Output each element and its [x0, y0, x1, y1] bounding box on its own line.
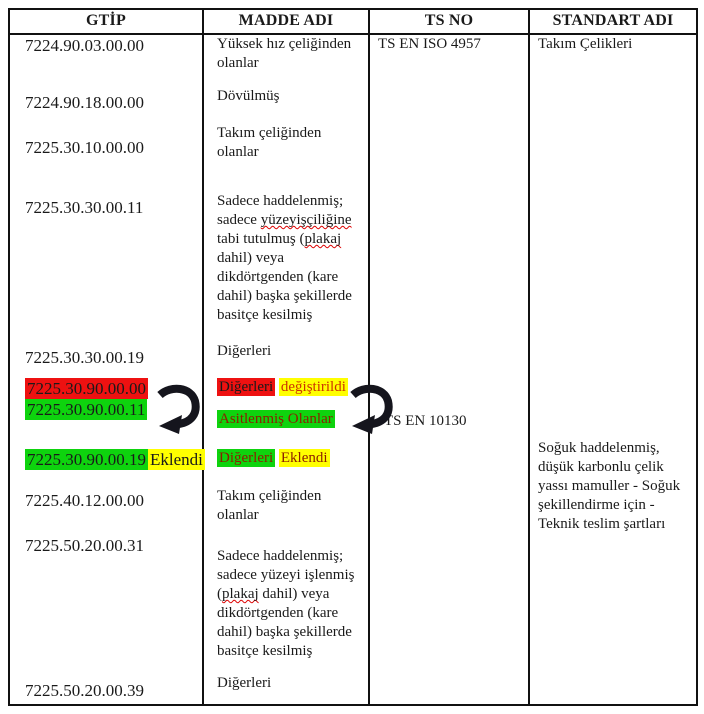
green-highlight: Diğerleri: [219, 450, 274, 466]
misspelled-word: plakaj: [304, 231, 342, 247]
red-highlight: 7225.30.90.00.00: [27, 379, 146, 398]
header-standart-adi: STANDART ADI: [552, 12, 674, 29]
madde-text-added: [217, 449, 363, 468]
misspelled-word: yüzeyişçiliğine: [260, 212, 352, 228]
madde-text: Yüksek hız çeliğinden olanlar: [217, 36, 352, 71]
madde-text-part: Sadece haddelenmiş; sadece yüzeyi işlenmiş (: [217, 548, 355, 602]
madde-text: Takım çeliğinden olanlar: [217, 488, 322, 523]
curved-arrow-down-left-icon: [349, 384, 393, 434]
yellow-note-highlight: Eklendi: [150, 450, 203, 469]
madde-text: Diğerleri: [217, 675, 272, 691]
standards-table: [8, 8, 698, 706]
green-highlight: Asitlenmiş Olanlar: [219, 411, 333, 427]
gtip-code: 7224.90.18.00.00: [25, 93, 144, 112]
madde-text: [217, 192, 363, 325]
gtip-code: 7225.30.10.00.00: [25, 138, 144, 157]
gtip-code: 7225.50.20.00.39: [25, 681, 144, 700]
madde-text-part: Sadece haddelenmiş; sadece: [217, 193, 344, 228]
gtip-code: 7224.90.03.00.00: [25, 36, 144, 55]
table-header-row: [10, 10, 696, 35]
gtip-code: 7225.40.12.00.00: [25, 491, 144, 510]
madde-text: Diğerleri: [217, 343, 272, 359]
gtip-code: 7225.30.30.00.11: [25, 198, 144, 217]
madde-text: Takım çeliğinden olanlar: [217, 125, 322, 160]
header-madde-adi: MADDE ADI: [204, 10, 370, 33]
madde-text-part: tabi tutulmuş (: [217, 231, 305, 247]
gtip-code: 7225.30.30.00.19: [25, 348, 144, 367]
column-gtip: [10, 35, 204, 706]
misspelled-word: plakaj: [222, 586, 259, 602]
madde-text-added: [217, 410, 363, 429]
madde-text: [217, 547, 363, 661]
green-highlight: 7225.30.90.00.11: [27, 400, 146, 419]
column-standart-adi: [530, 35, 696, 706]
red-highlight: Diğerleri: [219, 379, 274, 395]
gtip-code: 7225.50.20.00.31: [25, 536, 144, 555]
ts-no-value: TS EN 10130: [384, 413, 467, 429]
header-ts-no: TS NO: [370, 10, 530, 33]
table-body: [10, 35, 696, 706]
curved-arrow-down-left-icon: [156, 384, 200, 434]
madde-text-part: dahil) veya dikdörtgenden (kare dahil) başka şekillerde basitçe kesilmiş: [217, 250, 352, 323]
header-gtip: GTİP: [10, 10, 204, 33]
ts-no-value: TS EN ISO 4957: [378, 36, 481, 52]
yellow-note-highlight: Eklendi: [280, 450, 328, 466]
gtip-code-added: [25, 449, 203, 470]
madde-text: Dövülmüş: [217, 88, 280, 104]
standart-name: Takım Çelikleri: [538, 36, 633, 52]
column-ts-no: [370, 35, 530, 706]
madde-text-changed: [217, 378, 363, 397]
standart-name: Soğuk haddelenmiş, düşük karbonlu çelik yassı mamuller - Soğuk şekillendirme için - Teknik teslim şartları: [538, 440, 681, 532]
green-highlight: 7225.30.90.00.19: [27, 450, 146, 469]
yellow-note-highlight: değiştirildi: [280, 379, 346, 395]
madde-text-part: dahil) veya dikdörtgenden (kare dahil) başka şekillerde basitçe kesilmiş: [217, 586, 352, 659]
column-madde-adi: [204, 35, 370, 706]
